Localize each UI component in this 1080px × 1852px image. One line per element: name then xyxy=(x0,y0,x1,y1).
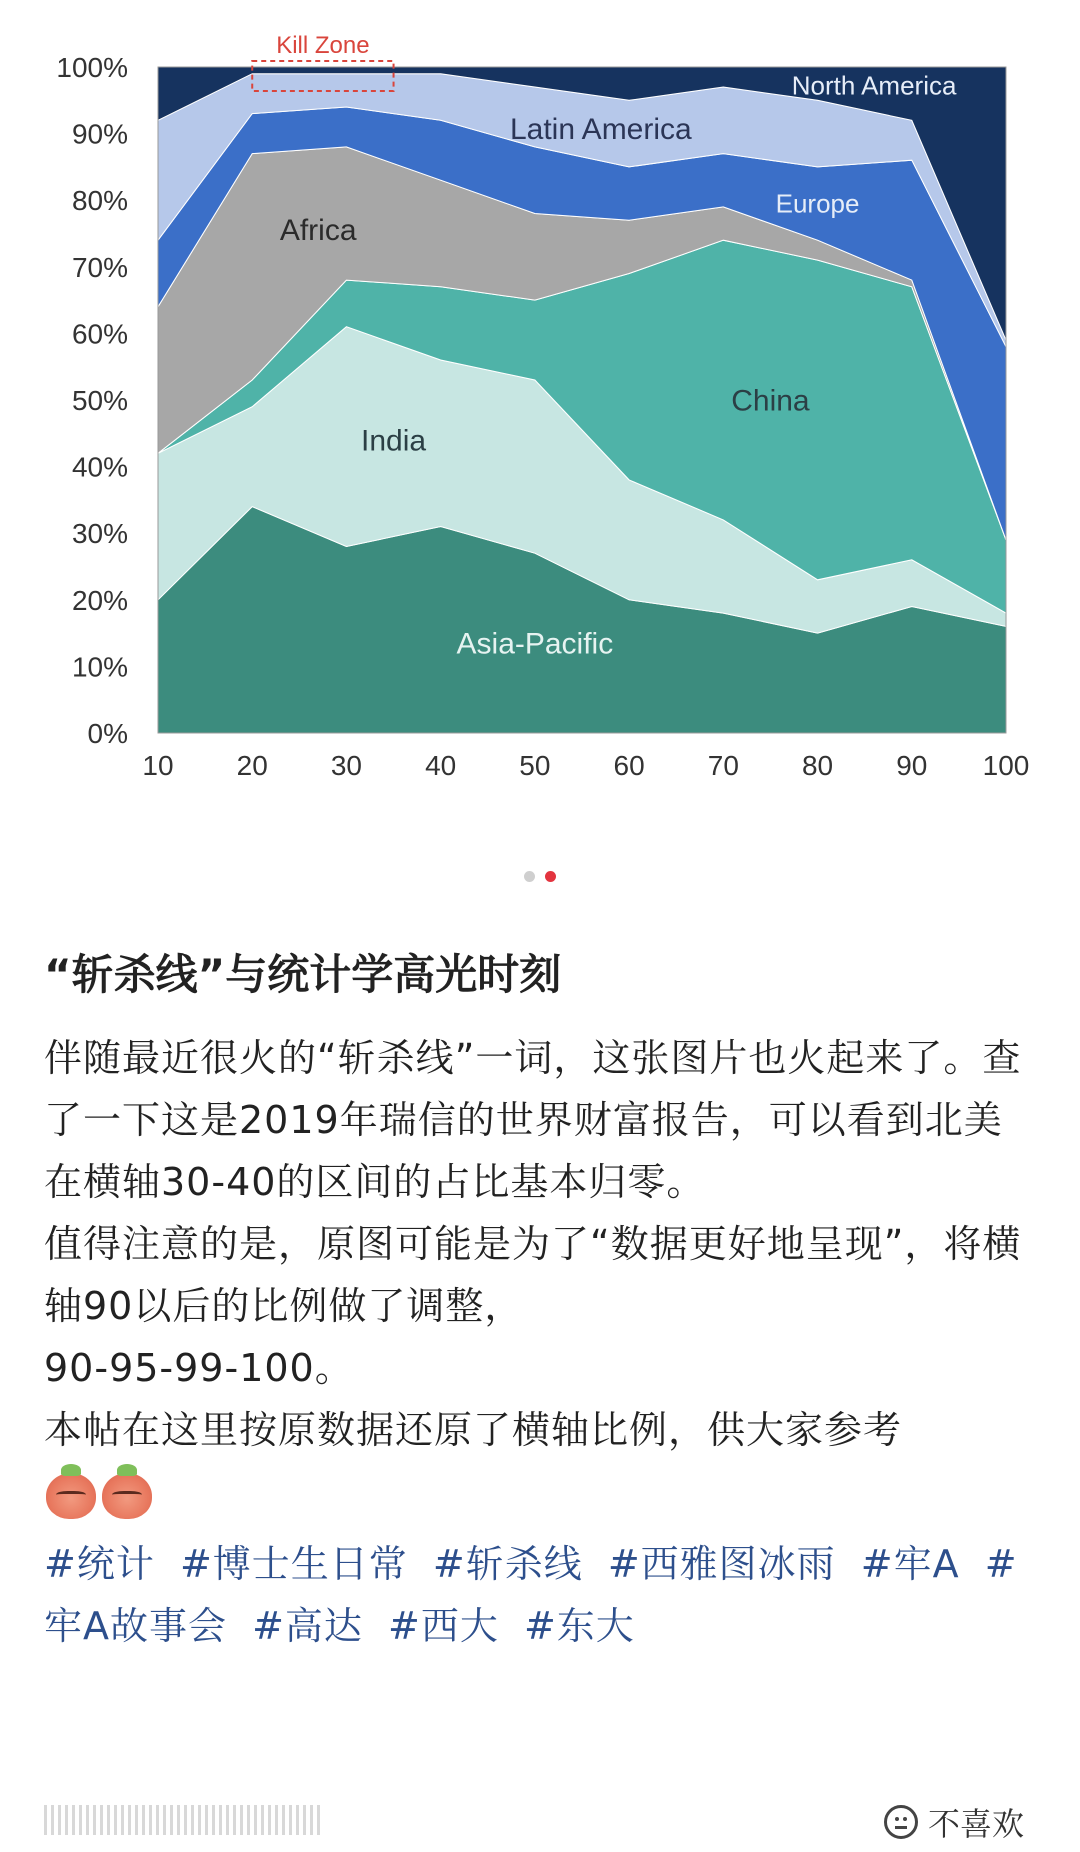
series-label: Europe xyxy=(775,188,860,219)
decorative-bars xyxy=(44,1805,320,1835)
x-tick-label: 70 xyxy=(707,750,739,781)
post-body xyxy=(44,945,1034,1657)
x-tick-label: 30 xyxy=(330,750,363,781)
hashtag-link[interactable]: #高达 xyxy=(252,1604,363,1648)
peach-face-emoji-icon xyxy=(102,1473,152,1519)
hashtag-link[interactable]: #东大 xyxy=(523,1604,635,1648)
y-tick-label: 100% xyxy=(56,52,128,83)
x-tick-label: 100 xyxy=(982,750,1030,781)
peach-face-emoji-icon xyxy=(46,1473,96,1519)
post-paragraph: 值得注意的是，原图可能是为了“数据更好地呈现”，将横轴90以后的比例做了调整， xyxy=(44,1222,1022,1328)
x-tick-label: 80 xyxy=(801,750,834,781)
hashtag-link[interactable]: #斩杀线 xyxy=(432,1542,583,1586)
x-tick-label: 10 xyxy=(142,750,174,781)
bottom-bar xyxy=(0,1795,1080,1852)
emoji-row xyxy=(46,1465,1034,1527)
hashtag-list xyxy=(44,1533,1034,1657)
y-tick-label: 0% xyxy=(87,718,128,749)
y-tick-label: 10% xyxy=(71,651,128,683)
y-tick-label: 50% xyxy=(71,385,128,416)
series-label: Asia-Pacific xyxy=(456,627,614,661)
y-tick-label: 40% xyxy=(71,451,128,483)
dislike-label: 不喜欢 xyxy=(927,1805,1024,1843)
y-tick-label: 90% xyxy=(71,118,128,150)
stacked-area-chart xyxy=(0,0,1080,820)
hashtag-link[interactable]: #牢A故事会 xyxy=(44,1542,1018,1648)
x-tick-label: 40 xyxy=(425,750,457,781)
post-title: “斩杀线”与统计学高光时刻 xyxy=(44,950,562,999)
x-tick-label: 50 xyxy=(519,750,551,781)
series-label: China xyxy=(731,384,810,418)
hashtag-link[interactable]: #西大 xyxy=(388,1604,499,1648)
kill-zone-label: Kill Zone xyxy=(276,32,370,59)
post-paragraph: 90-95-99-100。 xyxy=(44,1346,354,1390)
hashtag-link[interactable]: #牢A xyxy=(860,1542,960,1586)
hashtag-link[interactable]: #西雅图冰雨 xyxy=(607,1542,836,1586)
image-pager xyxy=(0,871,1080,882)
series-label: Latin America xyxy=(509,113,692,147)
y-tick-label: 70% xyxy=(71,251,128,283)
y-tick-label: 30% xyxy=(71,518,128,550)
y-tick-label: 80% xyxy=(71,185,128,217)
pager-dot-1[interactable] xyxy=(524,871,535,882)
chart-image[interactable] xyxy=(0,0,1080,820)
x-tick-label: 90 xyxy=(896,750,928,781)
series-label: India xyxy=(361,424,427,458)
series-label: North America xyxy=(791,70,957,101)
dislike-button[interactable] xyxy=(884,1799,1024,1845)
series-label: Africa xyxy=(279,214,357,248)
y-tick-label: 20% xyxy=(71,584,128,616)
post-paragraph: 本帖在这里按原数据还原了横轴比例，供大家参考 xyxy=(44,1408,903,1452)
pager-dot-2[interactable] xyxy=(545,871,556,882)
x-tick-label: 60 xyxy=(613,750,645,781)
y-tick-label: 60% xyxy=(71,318,128,350)
hashtag-link[interactable]: #博士生日常 xyxy=(179,1542,408,1586)
hashtag-link[interactable]: #统计 xyxy=(44,1542,155,1586)
x-tick-label: 20 xyxy=(236,750,268,781)
post-paragraph: 伴随最近很火的“斩杀线”一词，这张图片也火起来了。查了一下这是2019年瑞信的世界财富报告，可以看到北美在横轴30-40的区间的占比基本归零。 xyxy=(44,1036,1022,1204)
neutral-face-icon xyxy=(884,1805,918,1839)
